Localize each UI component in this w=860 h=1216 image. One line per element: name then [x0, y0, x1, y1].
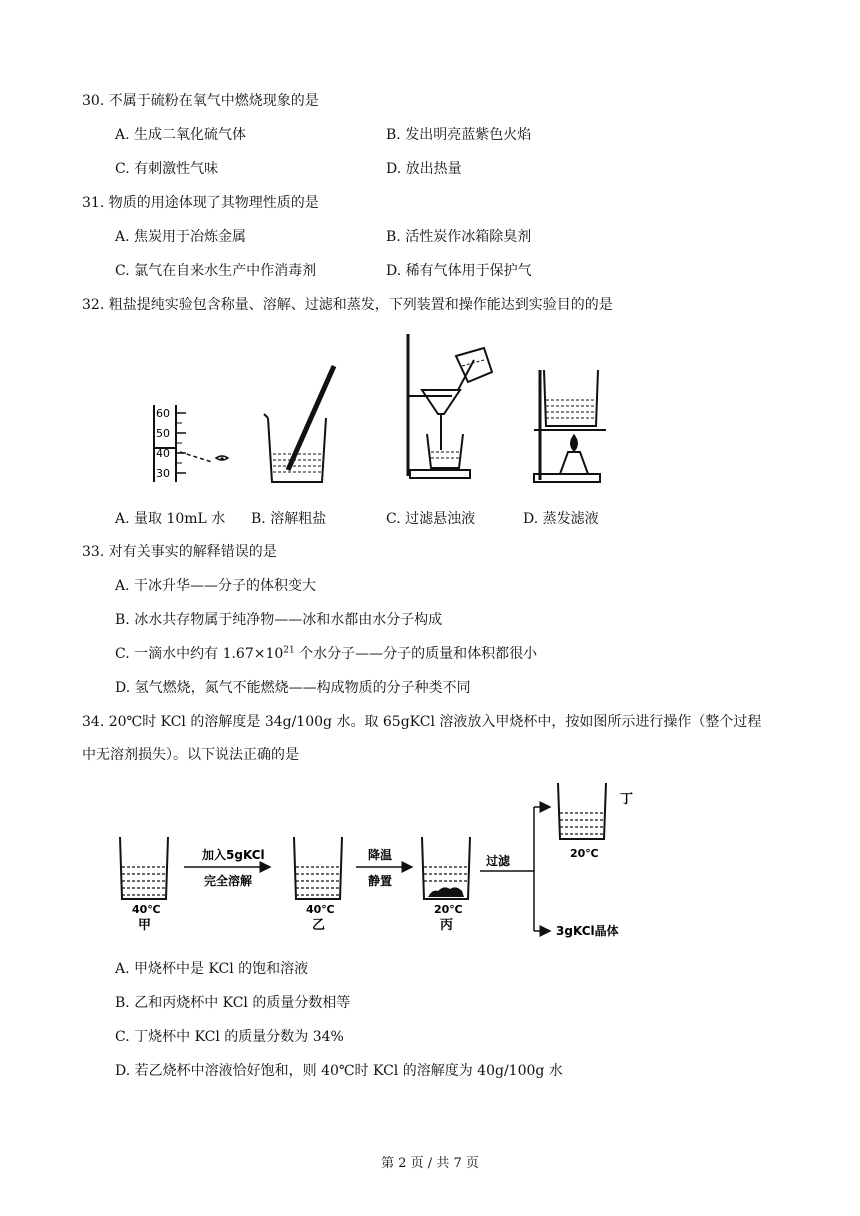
q34-process-diagram	[110, 775, 650, 945]
graduated-cylinder-figure	[154, 405, 228, 482]
step2-top-label: 降温	[368, 848, 393, 862]
beaker-ding-temp: 20℃	[570, 847, 599, 860]
q32-option-d: D. 蒸发滤液	[523, 511, 599, 527]
crystal-label: 3gKCl晶体	[556, 924, 619, 938]
filtration-setup-figure	[408, 334, 492, 478]
beaker-ding	[558, 783, 633, 860]
beaker-bing-temp: 20℃	[434, 903, 463, 916]
q34-stem-line1: 34. 20℃时 KCl 的溶解度是 34g/100g 水。取 65gKCl 溶液放入甲烧杯中，按如图所示进行操作（整个过程	[82, 714, 762, 730]
q32-option-b: B. 溶解粗盐	[251, 511, 327, 527]
q31-option-d: D. 稀有气体用于保护气	[386, 263, 532, 279]
q32-stem: 32. 粗盐提纯实验包含称量、溶解、过滤和蒸发，下列装置和操作能达到实验目的的是	[82, 297, 613, 313]
q30-option-d: D. 放出热量	[386, 161, 462, 177]
beaker-jia-name: 甲	[138, 918, 152, 933]
beaker-jia	[120, 837, 168, 933]
q34-option-c: C. 丁烧杯中 KCl 的质量分数为 34%	[115, 1029, 344, 1045]
beaker-yi-temp: 40℃	[306, 903, 335, 916]
q34-option-a: A. 甲烧杯中是 KCl 的饱和溶液	[115, 961, 309, 977]
q32-option-a: A. 量取 10mL 水	[115, 511, 226, 527]
step2-bottom-label: 静置	[368, 874, 393, 888]
q33-option-d: D. 氢气燃烧，氮气不能燃烧——构成物质的分子种类不同	[115, 680, 471, 696]
q30-option-b: B. 发出明亮蓝紫色火焰	[386, 127, 532, 143]
evaporation-setup-figure	[534, 370, 606, 482]
beaker-yi-name: 乙	[312, 918, 326, 933]
q31-option-b: B. 活性炭作冰箱除臭剂	[386, 229, 532, 245]
page-footer: 第 2 页 / 共 7 页	[381, 1156, 479, 1171]
cylinder-tick-50: 50	[156, 427, 170, 440]
q33-option-b: B. 冰水共存物属于纯净物——冰和水都由水分子构成	[115, 612, 443, 628]
beaker-ding-name: 丁	[620, 792, 634, 807]
q31-option-a: A. 焦炭用于冶炼金属	[115, 229, 247, 245]
q34-option-d: D. 若乙烧杯中溶液恰好饱和，则 40℃时 KCl 的溶解度为 40g/100g 水	[115, 1063, 563, 1079]
q30-stem: 30. 不属于硫粉在氧气中燃烧现象的是	[82, 93, 319, 109]
beaker-with-rod-figure	[264, 366, 334, 482]
q30-option-c: C. 有刺激性气味	[115, 161, 219, 177]
cylinder-tick-60: 60	[156, 407, 170, 420]
q34-option-b: B. 乙和丙烧杯中 KCl 的质量分数相等	[115, 995, 351, 1011]
beaker-bing	[422, 837, 470, 933]
q31-option-c: C. 氯气在自来水生产中作消毒剂	[115, 263, 317, 279]
q32-option-c: C. 过滤悬浊液	[386, 511, 476, 527]
step3-label: 过滤	[486, 854, 511, 868]
step1-bottom-label: 完全溶解	[204, 874, 253, 888]
q30-option-a: A. 生成二氧化硫气体	[115, 127, 247, 143]
beaker-jia-temp: 40℃	[132, 903, 161, 916]
cylinder-tick-40: 40	[156, 447, 170, 460]
q31-stem: 31. 物质的用途体现了其物理性质的是	[82, 195, 319, 211]
beaker-bing-name: 丙	[440, 918, 454, 933]
beaker-yi	[294, 837, 342, 933]
step1-top-label: 加入5gKCl	[202, 848, 265, 862]
q34-stem-line2: 中无溶剂损失）。以下说法正确的是	[82, 747, 299, 763]
q33-option-a: A. 干冰升华——分子的体积变大	[115, 578, 317, 594]
q33-option-c: C. 一滴水中约有 $1.67\times 10^{21}$ 个水分子——分子的质量和体积都很小	[115, 645, 538, 662]
q33-stem: 33. 对有关事实的解释错误的是	[82, 544, 277, 560]
cylinder-tick-30: 30	[156, 467, 170, 480]
q32-apparatus-figures	[140, 330, 620, 490]
